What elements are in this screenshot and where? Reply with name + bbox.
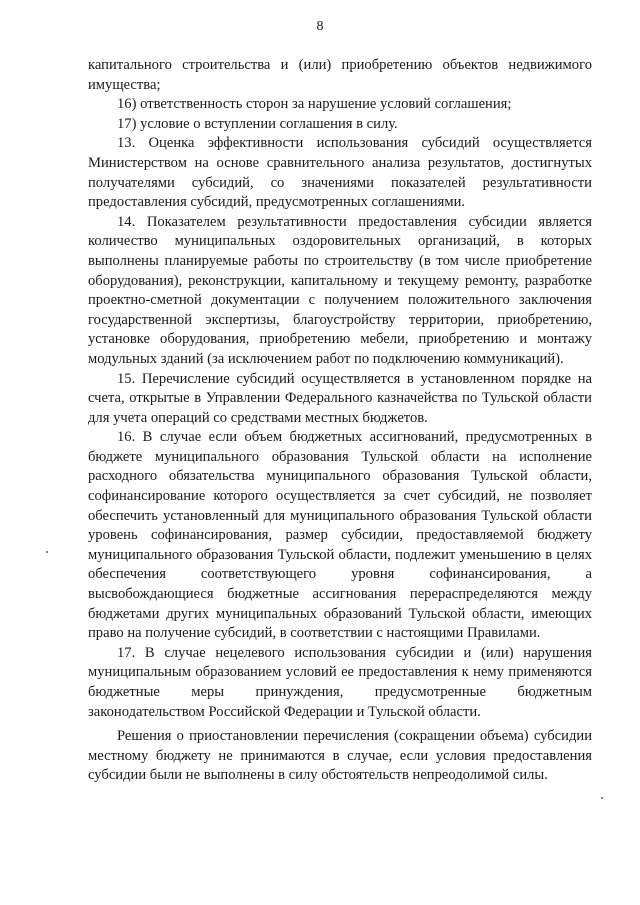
paragraph-15: 15. Перечисление субсидий осуществляется в установленном порядке на счета, открытые в Управлении Федерального казначейства по Тульской области для учета операций со средствами местных бюджетов.: [88, 370, 592, 426]
paragraph-continuation: капитального строительства и (или) приобретению объектов недвижимого имущества;: [88, 57, 592, 93]
paragraph-14: 14. Показателем результативности предоставления субсидии является количество муниципальных оздоровительных организаций, в которых выполнены планируемые работы по строительству (в том числе приобретение оборудования), реконструкции, капитальному и текущему ремонту, разработке проектно-сметной документации с получением положительного заключения государственной экспертизы, благоустройству территории, приобретению, установке оборудования, приобретению мебели, приобретению и монтажу модульных зданий (за исключением работ по подключению коммуникаций).: [88, 213, 592, 367]
document-body: [88, 56, 592, 786]
paragraph-16: 16. В случае если объем бюджетных ассигнований, предусмотренных в бюджете муниципального образования Тульской области на исполнение расходного обязательства муниципального образования Тульской области, софинансирование которого осуществляется за счет субсидий, не позволяет обеспечить установленный для муниципального образования Тульской области уровень софинансирования, размер субсидии, предоставляемой бюджету муниципального образования Тульской области, подлежит уменьшению в целях обеспечения соответствующего уровня софинансирования, а высвобождающиеся бюджетные ассигнования перераспределяются между бюджетами других муниципальных образований Тульской области, имеющих право на получение субсидий, в соответствии с настоящими Правилами.: [88, 429, 592, 642]
scan-speck: [46, 551, 48, 553]
paragraph-item-16: 16) ответственность сторон за нарушение условий соглашения;: [117, 96, 512, 113]
paragraph-item-17: 17) условие о вступлении соглашения в силу.: [117, 115, 398, 132]
paragraph-13: 13. Оценка эффективности использования субсидий осуществляется Министерством на основе сравнительного анализа результатов, достигнутых получателями субсидий, со значениями показателей результативности предоставления субсидий, предусмотренных соглашениями.: [88, 135, 592, 211]
scan-speck: [601, 797, 603, 799]
paragraph-decisions: Решения о приостановлении перечисления (сокращении объема) субсидии местному бюджету не принимаются в случае, если условия предоставления субсидии были не выполнены в силу обстоятельств непреодолимой силы.: [88, 728, 592, 784]
paragraph-17: 17. В случае нецелевого использования субсидии и (или) нарушения муниципальным образованием условий ее предоставления к нему применяются бюджетные меры принуждения, предусмотренные бюджетным законодательством Российской Федерации и Тульской области.: [88, 644, 592, 720]
page-number: 8: [316, 19, 324, 34]
